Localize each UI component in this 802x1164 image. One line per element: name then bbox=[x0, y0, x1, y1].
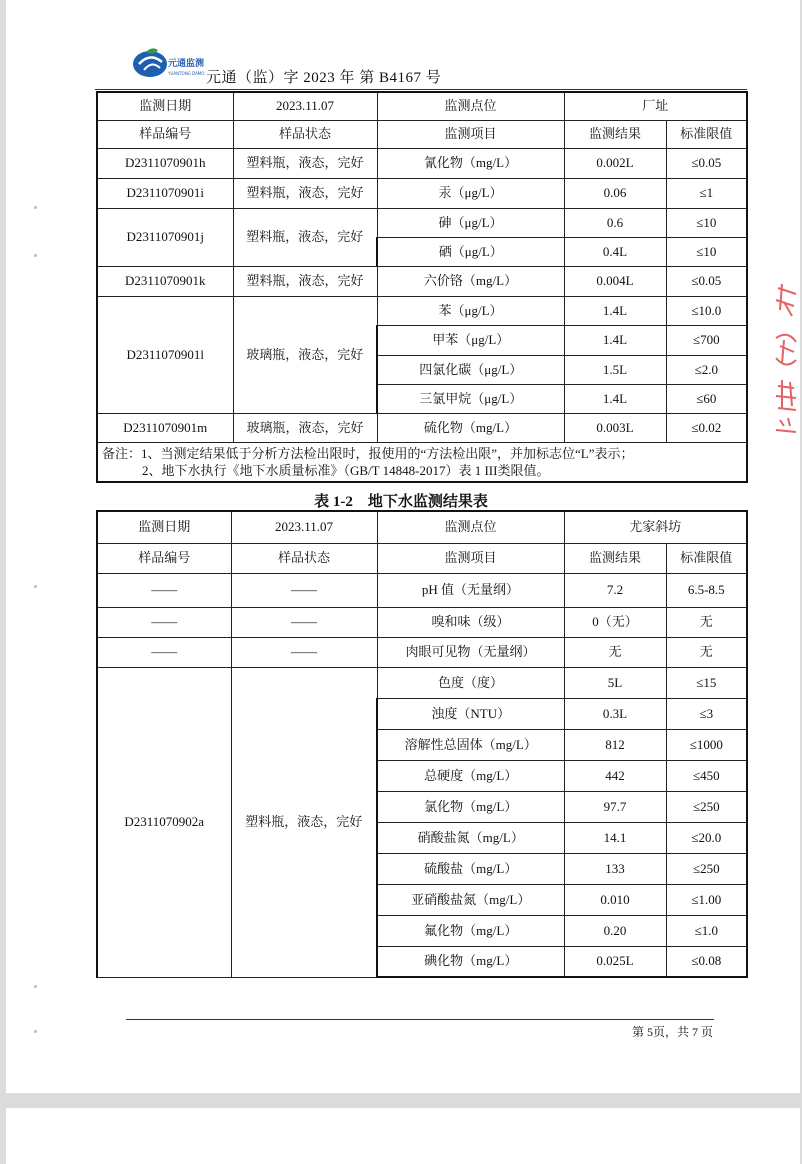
test-item: pH 值（无量纲） bbox=[377, 573, 564, 607]
logo-text: 元通监测 bbox=[168, 59, 205, 69]
standard-limit: ≤10.0 bbox=[666, 296, 747, 325]
test-result: 5L bbox=[564, 667, 666, 698]
test-item: 六价铬（mg/L） bbox=[377, 266, 564, 296]
test-item: 肉眼可见物（无量纲） bbox=[377, 637, 564, 667]
test-result: 442 bbox=[564, 760, 666, 791]
site-label: 监测点位 bbox=[377, 92, 564, 120]
standard-limit: ≤15 bbox=[666, 667, 747, 698]
test-item: 硒（μg/L） bbox=[377, 237, 564, 266]
test-result: 0.6 bbox=[564, 208, 666, 237]
date-value: 2023.11.07 bbox=[233, 92, 377, 120]
seal-stamp bbox=[770, 280, 800, 440]
table-row bbox=[97, 607, 747, 637]
test-result: 97.7 bbox=[564, 791, 666, 822]
date-value: 2023.11.07 bbox=[231, 511, 377, 543]
sample-id: —— bbox=[97, 637, 231, 667]
sample-state: 塑料瓶，液态，完好 bbox=[233, 266, 377, 296]
footer-divider bbox=[126, 1019, 714, 1020]
test-item: 三氯甲烷（μg/L） bbox=[377, 384, 564, 413]
test-result: 1.4L bbox=[564, 384, 666, 413]
standard-limit: ≤450 bbox=[666, 760, 747, 791]
col-header: 标准限值 bbox=[666, 120, 747, 148]
standard-limit: ≤1000 bbox=[666, 729, 747, 760]
standard-limit: ≤0.05 bbox=[666, 148, 747, 178]
test-result: 812 bbox=[564, 729, 666, 760]
sample-id: D2311070902a bbox=[97, 667, 231, 977]
standard-limit: ≤0.02 bbox=[666, 413, 747, 442]
sample-state: 玻璃瓶，液态，完好 bbox=[233, 296, 377, 413]
col-header: 监测结果 bbox=[564, 120, 666, 148]
table-row bbox=[97, 208, 747, 237]
note-line: 备注：1、当测定结果低于分析方法检出限时，报使用的“方法检出限”，并加标志位“L”表示； bbox=[102, 445, 634, 461]
test-result: 1.4L bbox=[564, 325, 666, 355]
standard-limit: ≤20.0 bbox=[666, 822, 747, 853]
col-header: 监测项目 bbox=[377, 543, 564, 573]
test-item: 硝酸盐氮（mg/L） bbox=[377, 822, 564, 853]
table-row bbox=[97, 92, 747, 120]
test-result: 14.1 bbox=[564, 822, 666, 853]
sample-state: 玻璃瓶，液态，完好 bbox=[233, 413, 377, 442]
test-result: 133 bbox=[564, 853, 666, 884]
col-header: 样品编号 bbox=[97, 120, 233, 148]
standard-limit: ≤10 bbox=[666, 208, 747, 237]
sample-id: D2311070901h bbox=[97, 148, 233, 178]
standard-limit: ≤1.00 bbox=[666, 884, 747, 915]
test-result: 0.004L bbox=[564, 266, 666, 296]
report-number: 元通（监）字 2023 年 第 B4167 号 bbox=[206, 70, 442, 86]
test-result: 0（无） bbox=[564, 607, 666, 637]
note-line: 2、地下水执行《地下水质量标准》（GB/T 14848-2017）表 1 III类限值。 bbox=[142, 462, 550, 478]
sample-id: D2311070901l bbox=[97, 296, 233, 413]
test-item: 苯（μg/L） bbox=[377, 296, 564, 325]
results-table-groundwater bbox=[96, 510, 748, 978]
standard-limit: 无 bbox=[666, 607, 747, 637]
standard-limit: ≤0.08 bbox=[666, 946, 747, 977]
sample-state: —— bbox=[231, 607, 377, 637]
col-header: 样品状态 bbox=[231, 543, 377, 573]
test-item: 亚硝酸盐氮（mg/L） bbox=[377, 884, 564, 915]
test-item: 砷（μg/L） bbox=[377, 208, 564, 237]
test-item: 汞（μg/L） bbox=[377, 178, 564, 208]
table-row bbox=[97, 266, 747, 296]
test-result: 0.20 bbox=[564, 915, 666, 946]
test-result: 1.4L bbox=[564, 296, 666, 325]
margin-dot bbox=[34, 985, 37, 988]
standard-limit: ≤250 bbox=[666, 853, 747, 884]
site-value: 厂址 bbox=[564, 92, 747, 120]
test-result: 7.2 bbox=[564, 573, 666, 607]
next-page-preview bbox=[6, 1108, 800, 1164]
date-label: 监测日期 bbox=[97, 92, 233, 120]
margin-dot bbox=[34, 206, 37, 209]
test-item: 氰化物（mg/L） bbox=[377, 148, 564, 178]
header-divider bbox=[95, 89, 747, 90]
col-header: 监测结果 bbox=[564, 543, 666, 573]
test-item: 硫化物（mg/L） bbox=[377, 413, 564, 442]
test-result: 0.003L bbox=[564, 413, 666, 442]
table-row bbox=[97, 148, 747, 178]
test-item: 氟化物（mg/L） bbox=[377, 915, 564, 946]
header-row bbox=[97, 543, 747, 573]
sample-id: D2311070901j bbox=[97, 208, 233, 266]
test-item: 溶解性总固体（mg/L） bbox=[377, 729, 564, 760]
margin-dot bbox=[34, 1030, 37, 1033]
test-item: 浊度（NTU） bbox=[377, 698, 564, 729]
margin-dot bbox=[34, 254, 37, 257]
test-item: 总硬度（mg/L） bbox=[377, 760, 564, 791]
table-note bbox=[97, 442, 747, 482]
sample-state: —— bbox=[231, 573, 377, 607]
test-result: 0.3L bbox=[564, 698, 666, 729]
col-header: 样品状态 bbox=[233, 120, 377, 148]
company-logo bbox=[130, 46, 206, 82]
test-item: 碘化物（mg/L） bbox=[377, 946, 564, 977]
sample-id: —— bbox=[97, 573, 231, 607]
col-header: 样品编号 bbox=[97, 543, 231, 573]
standard-limit: ≤2.0 bbox=[666, 355, 747, 384]
test-result: 无 bbox=[564, 637, 666, 667]
margin-dot bbox=[34, 585, 37, 588]
sample-state: 塑料瓶，液态，完好 bbox=[233, 178, 377, 208]
header-row bbox=[97, 120, 747, 148]
note-row bbox=[97, 442, 747, 482]
standard-limit: 无 bbox=[666, 637, 747, 667]
standard-limit: ≤0.05 bbox=[666, 266, 747, 296]
test-result: 1.5L bbox=[564, 355, 666, 384]
standard-limit: ≤60 bbox=[666, 384, 747, 413]
standard-limit: ≤3 bbox=[666, 698, 747, 729]
table-row bbox=[97, 637, 747, 667]
test-item: 硫酸盐（mg/L） bbox=[377, 853, 564, 884]
standard-limit: ≤1.0 bbox=[666, 915, 747, 946]
sample-id: —— bbox=[97, 607, 231, 637]
table-row bbox=[97, 511, 747, 543]
test-item: 色度（度） bbox=[377, 667, 564, 698]
table-caption: 表 1-2 地下水监测结果表 bbox=[314, 494, 488, 510]
test-item: 嗅和味（级） bbox=[377, 607, 564, 637]
logo-subtext: YUANTONG DAMO bbox=[168, 71, 205, 76]
col-header: 监测项目 bbox=[377, 120, 564, 148]
test-result: 0.002L bbox=[564, 148, 666, 178]
standard-limit: 6.5-8.5 bbox=[666, 573, 747, 607]
sample-state: 塑料瓶，液态，完好 bbox=[231, 667, 377, 977]
test-item: 氯化物（mg/L） bbox=[377, 791, 564, 822]
test-result: 0.025L bbox=[564, 946, 666, 977]
sample-state: 塑料瓶，液态，完好 bbox=[233, 208, 377, 266]
test-item: 四氯化碳（μg/L） bbox=[377, 355, 564, 384]
date-label: 监测日期 bbox=[97, 511, 231, 543]
table-row bbox=[97, 413, 747, 442]
sample-state: 塑料瓶，液态，完好 bbox=[233, 148, 377, 178]
test-result: 0.06 bbox=[564, 178, 666, 208]
table-row bbox=[97, 667, 747, 698]
test-item: 甲苯（μg/L） bbox=[377, 325, 564, 355]
page-number: 第 5页，共 7 页 bbox=[632, 1025, 714, 1039]
table-row bbox=[97, 296, 747, 325]
sample-id: D2311070901m bbox=[97, 413, 233, 442]
standard-limit: ≤1 bbox=[666, 178, 747, 208]
standard-limit: ≤10 bbox=[666, 237, 747, 266]
table-row bbox=[97, 573, 747, 607]
sample-id: D2311070901i bbox=[97, 178, 233, 208]
sample-id: D2311070901k bbox=[97, 266, 233, 296]
site-value: 尤家斜坊 bbox=[564, 511, 747, 543]
sample-state: —— bbox=[231, 637, 377, 667]
results-table-factory bbox=[96, 91, 748, 483]
col-header: 标准限值 bbox=[666, 543, 747, 573]
site-label: 监测点位 bbox=[377, 511, 564, 543]
test-result: 0.010 bbox=[564, 884, 666, 915]
standard-limit: ≤250 bbox=[666, 791, 747, 822]
table-row bbox=[97, 178, 747, 208]
test-result: 0.4L bbox=[564, 237, 666, 266]
standard-limit: ≤700 bbox=[666, 325, 747, 355]
